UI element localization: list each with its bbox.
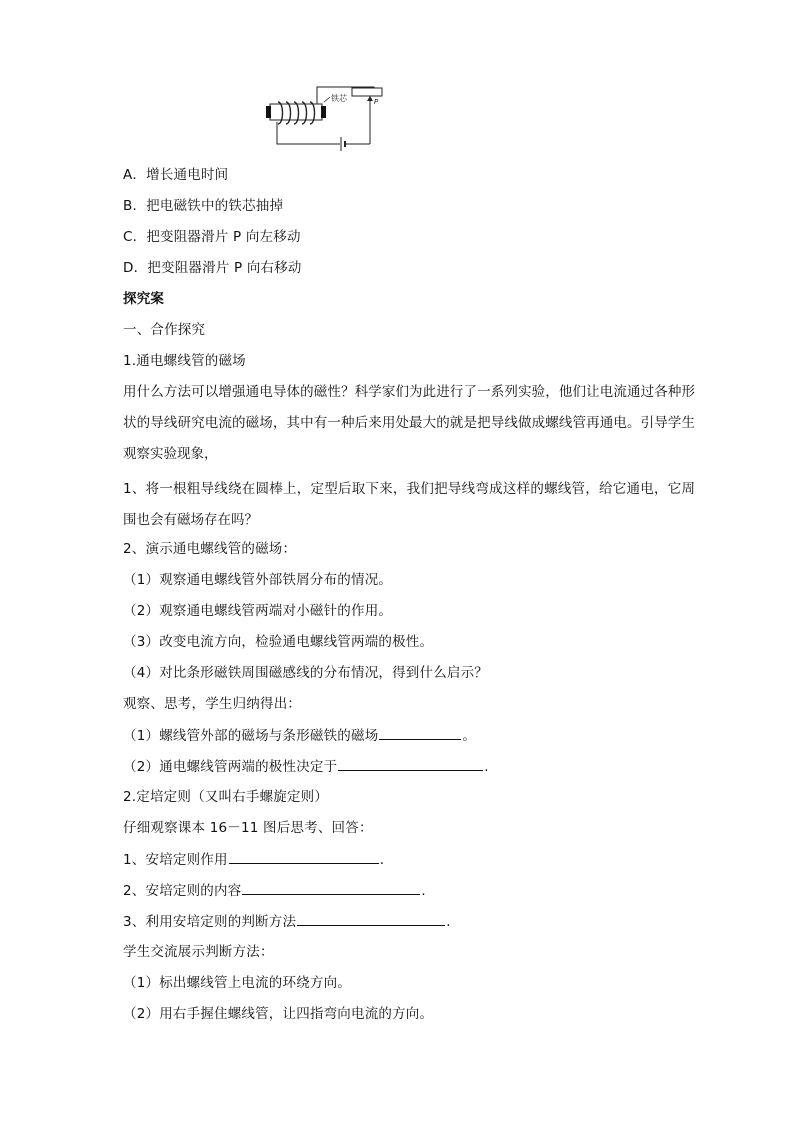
- step-1: （1）标出螺线管上电流的环绕方向。: [123, 975, 351, 991]
- question-1-text: 1、将一根粗导线绕在圆棒上，定型后取下来，我们把导线弯成这样的螺线管，给它通电，它周围也会有磁场存在吗？: [123, 481, 695, 528]
- conclusion-1-end: 。: [462, 728, 477, 744]
- ampere-question-3-text: 3、利用安培定则的判断方法: [123, 914, 297, 930]
- ampere-question-1-text: 1、安培定则作用: [123, 852, 228, 868]
- conclusion-1-text: （1）螺线管外部的磁场与条形磁铁的磁场: [123, 728, 379, 744]
- exchange-title: 学生交流展示判断方法：: [123, 944, 274, 960]
- conclusion-1: [123, 725, 476, 746]
- ampere-question-1-end: .: [379, 852, 385, 868]
- answer-blank[interactable]: [379, 725, 461, 740]
- intro-paragraph: [123, 377, 695, 470]
- demo-title: 2、演示通电螺线管的磁场：: [123, 541, 297, 557]
- answer-blank[interactable]: [297, 911, 445, 926]
- question-1-paragraph: [123, 474, 695, 536]
- option-c: C．把变阻器滑片 P 向左移动: [123, 229, 301, 245]
- demo-item-3: （3）改变电流方向，检验通电螺线管两端的极性。: [123, 634, 434, 650]
- answer-blank[interactable]: [242, 880, 420, 895]
- subsection-title: 一、合作探究: [123, 322, 206, 338]
- demo-item-1: （1）观察通电螺线管外部铁屑分布的情况。: [123, 572, 393, 588]
- slider-arrow-icon: [367, 96, 373, 101]
- observe-book: 仔细观察课本 16－11 图后思考、回答：: [123, 820, 373, 836]
- topic-title-1: 1.通电螺线管的磁场: [123, 353, 246, 369]
- option-b: B．把电磁铁中的铁芯抽掉: [123, 198, 284, 214]
- ampere-question-3: [123, 911, 451, 932]
- observe-title: 观察、思考，学生归纳得出：: [123, 696, 302, 712]
- option-a: A．增长通电时间: [123, 167, 229, 183]
- conclusion-2-text: （2）通电螺线管两端的极性决定于: [123, 759, 338, 775]
- ampere-question-1: [123, 849, 384, 870]
- conclusion-2: [123, 756, 489, 777]
- rheostat: [352, 88, 382, 96]
- demo-item-4: （4）对比条形磁铁周围磁感线的分布情况，得到什么启示？: [123, 665, 488, 681]
- answer-blank[interactable]: [338, 756, 483, 771]
- conclusion-2-end: .: [484, 759, 489, 775]
- intro-text: 用什么方法可以增强通电导体的磁性？科学家们为此进行了一系列实验，他们让电流通过各种形状的导线研究电流的磁场，其中有一种后来用处最大的就是把导线做成螺线管再通电。引导学生观察实验现象，: [123, 384, 695, 462]
- option-d: D．把变阻器滑片 P 向右移动: [123, 260, 302, 276]
- ampere-question-2: [123, 880, 426, 901]
- core-label: 铁芯: [331, 94, 347, 103]
- step-2: （2）用右手握住螺线管，让四指弯向电流的方向。: [123, 1006, 434, 1022]
- electromagnet-circuit-diagram: [262, 84, 392, 154]
- section-title: 探究案: [123, 291, 165, 307]
- ampere-question-3-end: .: [446, 914, 451, 930]
- answer-blank[interactable]: [229, 849, 379, 864]
- ampere-question-2-end: .: [421, 883, 426, 899]
- ampere-question-2-text: 2、安培定则的内容: [123, 883, 242, 899]
- slider-label: P: [374, 98, 379, 106]
- demo-item-2: （2）观察通电螺线管两端对小磁针的作用。: [123, 603, 393, 619]
- topic-title-2: 2.定培定则（又叫右手螺旋定则）: [123, 789, 329, 805]
